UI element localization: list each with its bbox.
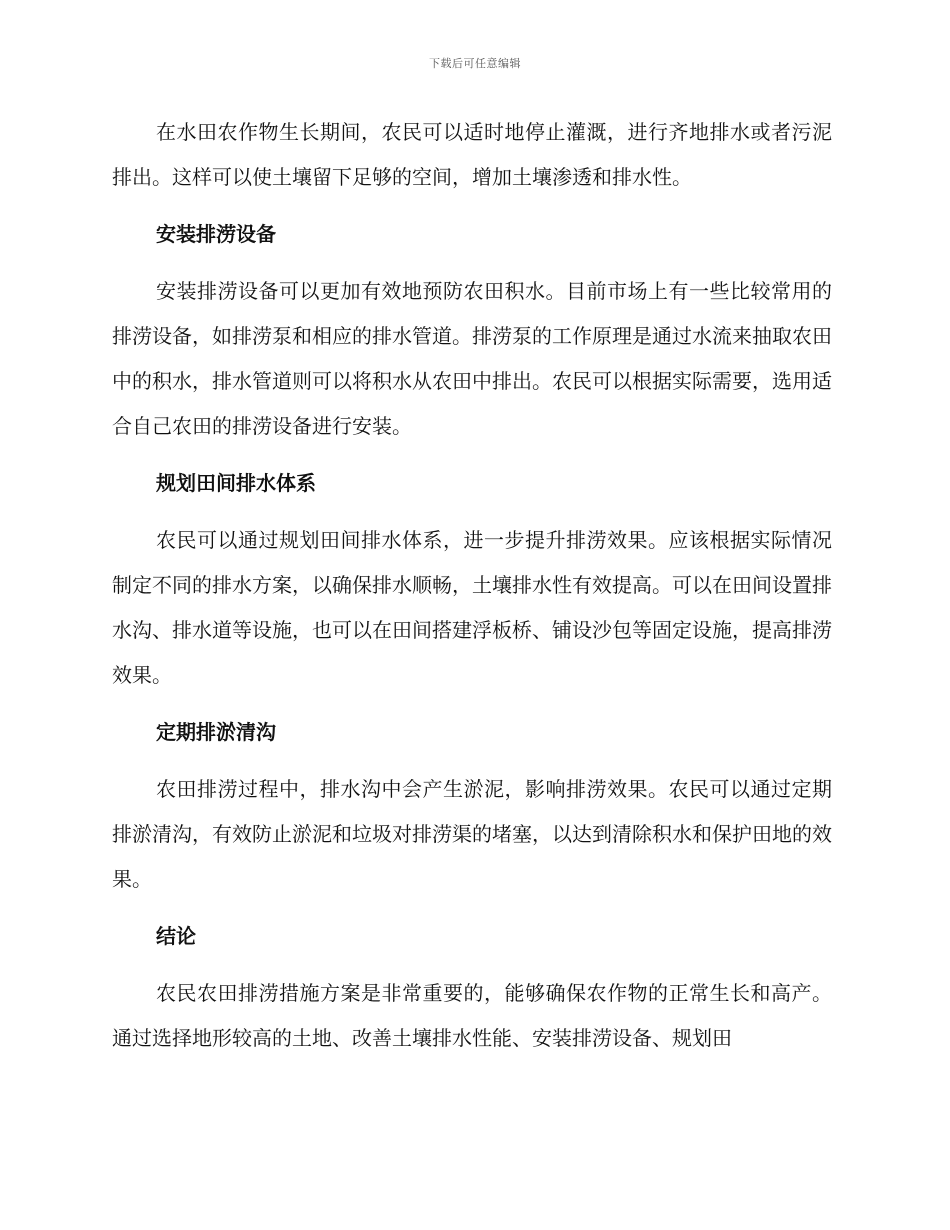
paragraph-dredging: 农田排涝过程中，排水沟中会产生淤泥，影响排涝效果。农民可以通过定期排淤清沟，有效防止淤泥和垃圾对排涝渠的堵塞，以达到清除积水和保护田地的效果。	[112, 777, 832, 891]
paragraph-install-equipment: 安装排涝设备可以更加有效地预防农田积水。目前市场上有一些比较常用的排涝设备，如排涝泵和相应的排水管道。排涝泵的工作原理是通过水流来抽取农田中的积水，排水管道则可以将积水从农田中排出。农民可以根据实际需要，选用适合自己农田的排涝设备进行安装。	[112, 279, 832, 438]
section-heading-install-equipment: 安装排涝设备	[156, 222, 276, 246]
section-heading-field-drainage-system: 规划田间排水体系	[156, 471, 316, 495]
paragraph-conclusion: 农民农田排涝措施方案是非常重要的，能够确保农作物的正常生长和高产。通过选择地形较高的土地、改善土壤排水性能、安装排涝设备、规划田	[112, 981, 832, 1050]
section-heading-conclusion: 结论	[156, 924, 196, 948]
paragraph-drainage-intro: 在水田农作物生长期间，农民可以适时地停止灌溉，进行齐地排水或者污泥排出。这样可以使土壤留下足够的空间，增加土壤渗透和排水性。	[112, 120, 832, 189]
section-heading-dredging: 定期排淤清沟	[156, 720, 276, 744]
paragraph-field-drainage-system: 农民可以通过规划田间排水体系，进一步提升排涝效果。应该根据实际情况制定不同的排水方案，以确保排水顺畅，土壤排水性有效提高。可以在田间设置排水沟、排水道等设施，也可以在田间搭建浮板桥、铺设沙包等固定设施，提高排涝效果。	[112, 528, 832, 687]
page-header: 下载后可任意编辑	[429, 57, 521, 70]
document-body	[112, 110, 832, 1073]
